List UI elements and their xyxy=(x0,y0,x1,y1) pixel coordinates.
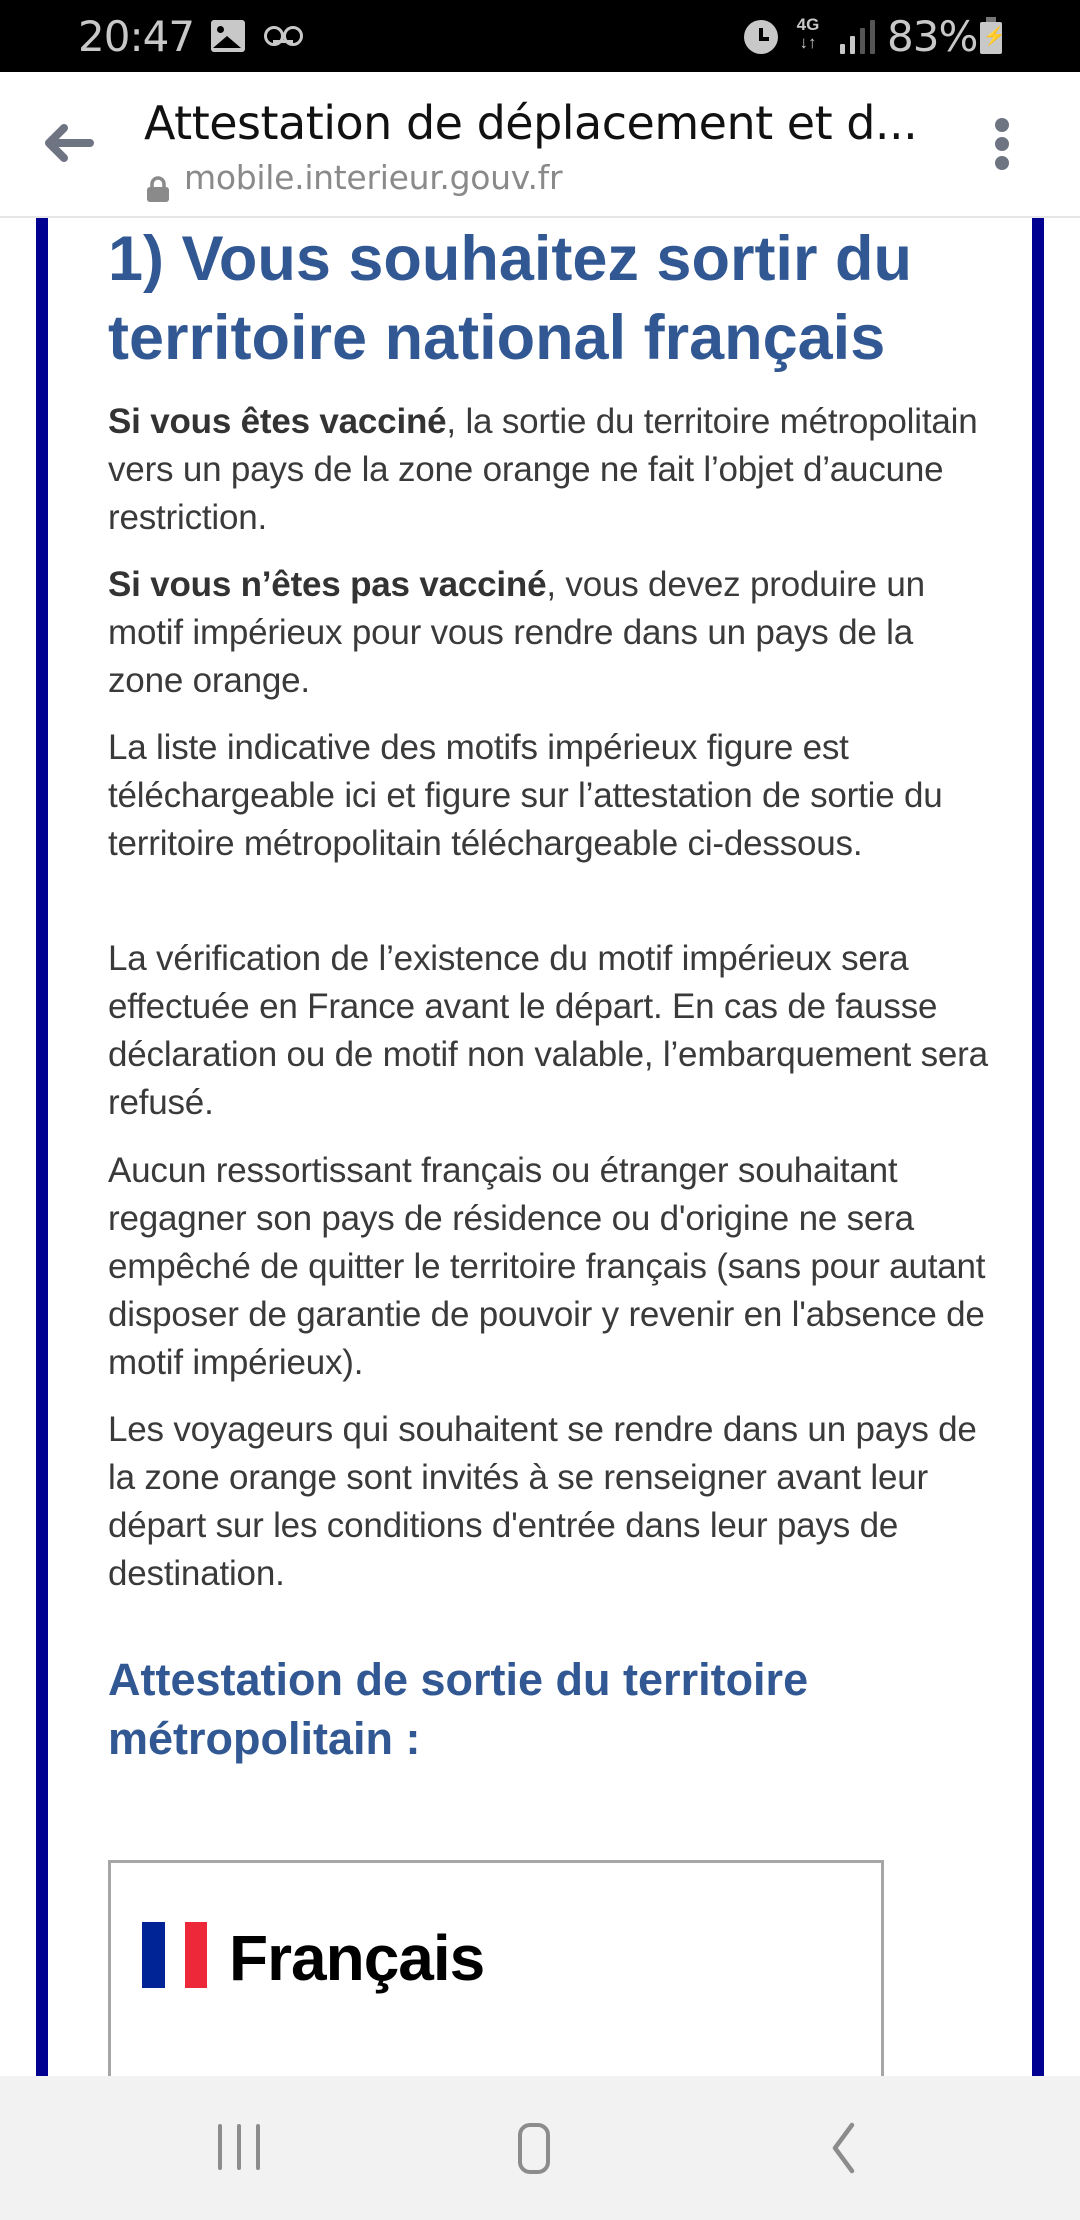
paragraph-verification xyxy=(108,935,988,1127)
status-time: 20:47 xyxy=(78,12,195,61)
section-heading: 1) Vous souhaitez sortir du territoire national français xyxy=(108,224,912,373)
paragraph-text: Les voyageurs qui souhaitent se rendre dans un pays de la zone orange sont invités à se renseigner avant leur départ sur les conditions d'entrée dans leur pays de destination. xyxy=(108,1410,977,1593)
gallery-icon xyxy=(211,20,245,52)
french-flag-red-stripe xyxy=(185,1922,207,1988)
recent-apps-icon[interactable] xyxy=(216,2124,262,2172)
alarm-icon xyxy=(744,20,778,54)
url-text[interactable]: mobile.interieur.gouv.fr xyxy=(184,158,563,197)
back-icon[interactable] xyxy=(820,2122,860,2174)
more-vert-icon[interactable] xyxy=(986,112,1020,180)
subheading-attestation: Attestation de sortie du territoire métropolitain : xyxy=(108,1654,809,1764)
left-accent-border xyxy=(36,218,48,2076)
paragraph-vaccinated xyxy=(108,398,988,542)
paragraph-bold: Si vous êtes vacciné xyxy=(108,402,447,441)
download-card-francais[interactable] xyxy=(108,1860,884,2076)
signal-icon xyxy=(840,20,874,54)
page-content[interactable] xyxy=(0,218,1080,2076)
paragraph-residents xyxy=(108,1147,988,1387)
network-type: 4G xyxy=(796,15,820,34)
paragraph-text: La vérification de l’existence du motif impérieux sera effectuée en France avant le départ. En cas de fausse déclaration ou de motif non valable, l’embarquement sera refusé. xyxy=(108,939,988,1122)
paragraph-text: , la sortie du territoire métropolitain vers un pays de la zone orange ne fait l’objet d’aucune restriction. xyxy=(108,402,978,537)
french-flag-icon xyxy=(142,1922,165,1988)
language-label: Français xyxy=(229,1922,485,1994)
browser-toolbar xyxy=(0,72,1080,218)
lock-icon xyxy=(146,176,170,202)
paragraph-bold: Si vous n’êtes pas vacciné xyxy=(108,565,547,604)
paragraph-text: , vous devez produire un motif impérieux pour vous rendre dans un pays de la zone orange. xyxy=(108,565,925,700)
back-arrow-icon[interactable] xyxy=(38,118,98,168)
battery-percent: 83% xyxy=(887,12,978,61)
battery-charging-icon xyxy=(980,22,1002,54)
system-nav-bar xyxy=(0,2076,1080,2220)
paragraph-text: Aucun ressortissant français ou étranger souhaitant regagner son pays de résidence ou d'origine ne sera empêché de quitter le territoire français (sans pour autant disposer de garantie de pouvoir y revenir en l'absence de motif impérieux). xyxy=(108,1151,986,1382)
right-accent-border xyxy=(1032,218,1044,2076)
paragraph-text: La liste indicative des motifs impérieux figure est téléchargeable ici et figure sur l’attestation de sortie du territoire métropolitain téléchargeable ci-dessous. xyxy=(108,728,943,863)
paragraph-unvaccinated xyxy=(108,561,988,705)
data-arrows-icon: 4G ↓↑ xyxy=(796,15,820,52)
paragraph-travellers xyxy=(108,1406,988,1598)
paragraph-motifs-list xyxy=(108,724,988,868)
status-bar xyxy=(0,0,1080,72)
voicemail-icon xyxy=(264,26,304,44)
home-icon[interactable] xyxy=(518,2123,550,2174)
page-title[interactable]: Attestation de déplacement et d... xyxy=(144,96,918,150)
